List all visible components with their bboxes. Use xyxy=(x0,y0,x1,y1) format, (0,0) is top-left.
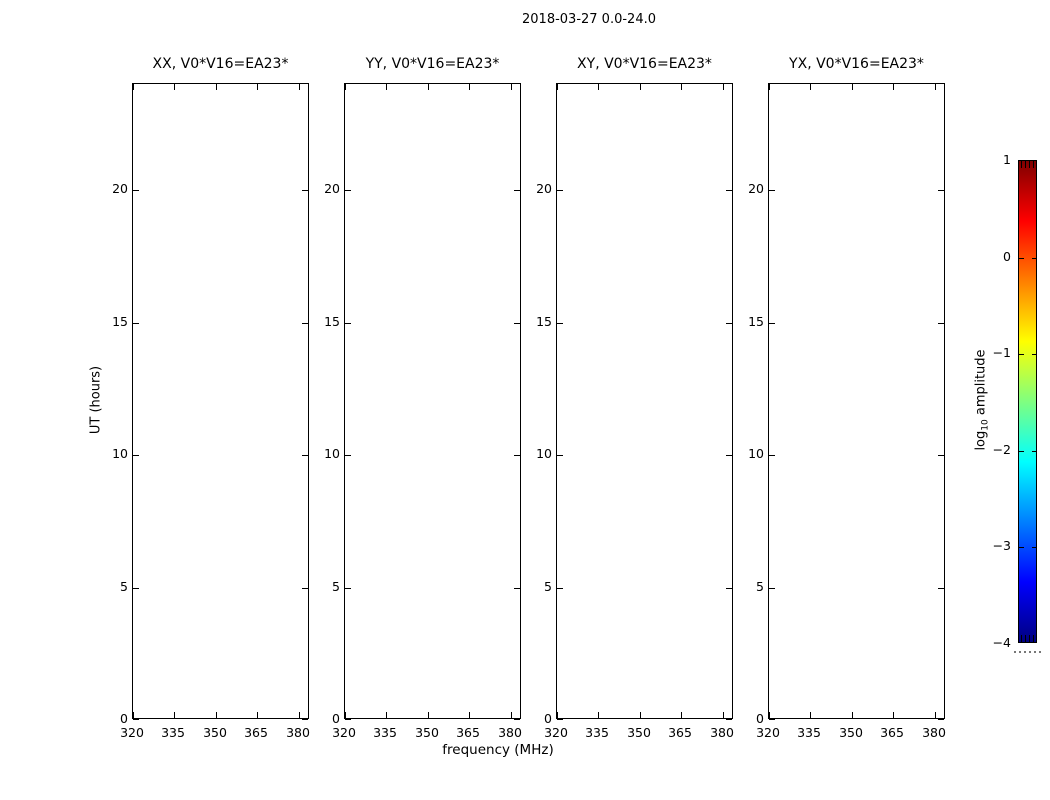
y-tick-label: 20 xyxy=(748,181,764,196)
colorbar-tick-mark xyxy=(1032,354,1036,355)
x-tick-mark xyxy=(935,84,936,90)
colorbar-tick-mark xyxy=(1032,547,1036,548)
y-tick-mark xyxy=(133,190,139,191)
x-tick-label: 320 xyxy=(332,725,356,740)
y-tick-mark xyxy=(938,455,944,456)
y-tick-label: 15 xyxy=(536,314,552,329)
x-tick-mark xyxy=(386,712,387,718)
subplot-xy xyxy=(536,0,734,800)
colorbar-minor-dots xyxy=(1014,651,1042,653)
y-tick-label: 10 xyxy=(536,446,552,461)
x-tick-label: 365 xyxy=(880,725,904,740)
x-tick-mark xyxy=(174,84,175,90)
y-tick-mark xyxy=(938,588,944,589)
x-tick-mark xyxy=(557,712,558,718)
x-tick-mark xyxy=(257,84,258,90)
x-tick-label: 320 xyxy=(120,725,144,740)
y-tick-mark xyxy=(769,588,775,589)
colorbar-label xyxy=(974,349,991,450)
x-tick-label: 365 xyxy=(244,725,268,740)
y-tick-mark xyxy=(345,190,351,191)
y-tick-label: 0 xyxy=(544,711,552,726)
x-tick-mark xyxy=(640,84,641,90)
x-tick-mark xyxy=(769,712,770,718)
axes-box xyxy=(344,83,521,719)
x-axis-label: frequency (MHz) xyxy=(442,742,554,758)
colorbar-tick-mark xyxy=(1019,547,1024,548)
x-tick-label: 335 xyxy=(797,725,821,740)
y-tick-mark xyxy=(769,190,775,191)
y-tick-mark xyxy=(769,455,775,456)
y-tick-label: 5 xyxy=(332,579,340,594)
x-tick-label: 350 xyxy=(203,725,227,740)
x-tick-mark xyxy=(257,712,258,718)
colorbar-tick-label: 1 xyxy=(1003,152,1011,167)
x-tick-mark xyxy=(935,712,936,718)
x-tick-mark xyxy=(681,712,682,718)
colorbar-tick-label: −3 xyxy=(992,538,1011,553)
subplot-yx xyxy=(748,0,946,800)
y-tick-label: 20 xyxy=(112,181,128,196)
y-tick-mark xyxy=(557,719,563,720)
x-tick-mark xyxy=(386,84,387,90)
axes-box xyxy=(132,83,309,719)
x-tick-label: 365 xyxy=(668,725,692,740)
x-tick-mark xyxy=(893,712,894,718)
y-tick-label: 20 xyxy=(536,181,552,196)
x-tick-label: 335 xyxy=(585,725,609,740)
x-tick-mark xyxy=(557,84,558,90)
y-tick-mark xyxy=(769,719,775,720)
y-tick-mark xyxy=(938,719,944,720)
colorbar-label-subscript: 10 xyxy=(980,419,991,431)
x-tick-mark xyxy=(299,84,300,90)
axes-box xyxy=(768,83,945,719)
subplot-title: YX, V0*V16=EA23* xyxy=(789,56,924,72)
x-tick-mark xyxy=(216,84,217,90)
y-tick-label: 5 xyxy=(120,579,128,594)
colorbar-tick-mark xyxy=(1032,451,1036,452)
y-tick-mark xyxy=(133,588,139,589)
x-tick-mark xyxy=(852,84,853,90)
x-tick-mark xyxy=(640,712,641,718)
x-tick-label: 380 xyxy=(498,725,522,740)
x-tick-mark xyxy=(174,712,175,718)
x-tick-label: 320 xyxy=(544,725,568,740)
x-tick-mark xyxy=(133,84,134,90)
y-tick-label: 10 xyxy=(112,446,128,461)
y-tick-mark xyxy=(345,588,351,589)
x-tick-label: 380 xyxy=(710,725,734,740)
colorbar-bottom-ticks xyxy=(1021,635,1034,642)
x-tick-label: 365 xyxy=(456,725,480,740)
subplot-title: YY, V0*V16=EA23* xyxy=(365,56,500,72)
y-tick-mark xyxy=(769,323,775,324)
colorbar-tick-label: −1 xyxy=(992,345,1011,360)
subplot-title: XX, V0*V16=EA23* xyxy=(152,56,289,72)
colorbar-tick-mark xyxy=(1019,258,1024,259)
colorbar-tick-mark xyxy=(1032,258,1036,259)
y-tick-label: 5 xyxy=(544,579,552,594)
x-tick-mark xyxy=(216,712,217,718)
colorbar-tick-label: 0 xyxy=(1003,249,1011,264)
x-tick-mark xyxy=(133,712,134,718)
x-tick-mark xyxy=(299,712,300,718)
y-tick-mark xyxy=(133,323,139,324)
x-tick-label: 350 xyxy=(839,725,863,740)
axes-box xyxy=(556,83,733,719)
y-tick-mark xyxy=(557,323,563,324)
x-tick-mark xyxy=(345,712,346,718)
y-tick-mark xyxy=(557,588,563,589)
x-tick-label: 335 xyxy=(161,725,185,740)
y-tick-mark xyxy=(938,323,944,324)
y-tick-label: 15 xyxy=(324,314,340,329)
colorbar-label-suffix: amplitude xyxy=(973,349,989,420)
x-tick-mark xyxy=(345,84,346,90)
figure-title: 2018-03-27 0.0-24.0 xyxy=(522,12,656,27)
y-tick-label: 0 xyxy=(120,711,128,726)
x-tick-mark xyxy=(681,84,682,90)
y-tick-mark xyxy=(557,190,563,191)
x-tick-mark xyxy=(893,84,894,90)
y-tick-mark xyxy=(133,719,139,720)
x-tick-label: 320 xyxy=(756,725,780,740)
colorbar-label-prefix: log xyxy=(973,430,989,451)
x-tick-mark xyxy=(511,84,512,90)
subplot-title: XY, V0*V16=EA23* xyxy=(577,56,712,72)
y-tick-mark xyxy=(345,455,351,456)
x-tick-mark xyxy=(810,84,811,90)
x-tick-mark xyxy=(511,712,512,718)
y-tick-label: 10 xyxy=(748,446,764,461)
y-tick-mark xyxy=(938,190,944,191)
x-tick-label: 380 xyxy=(922,725,946,740)
colorbar-tick-mark xyxy=(1019,354,1024,355)
y-axis-label: UT (hours) xyxy=(88,365,104,435)
x-tick-mark xyxy=(428,84,429,90)
y-tick-label: 0 xyxy=(756,711,764,726)
x-tick-mark xyxy=(428,712,429,718)
colorbar-tick-label: −2 xyxy=(992,442,1011,457)
x-tick-mark xyxy=(469,84,470,90)
x-tick-mark xyxy=(769,84,770,90)
y-tick-mark xyxy=(345,323,351,324)
y-tick-mark xyxy=(133,455,139,456)
x-tick-mark xyxy=(598,712,599,718)
colorbar-tick-label: −4 xyxy=(992,635,1011,650)
y-tick-mark xyxy=(345,719,351,720)
x-tick-mark xyxy=(723,712,724,718)
x-tick-label: 350 xyxy=(415,725,439,740)
x-tick-label: 335 xyxy=(373,725,397,740)
colorbar-tick-mark xyxy=(1019,451,1024,452)
x-tick-label: 350 xyxy=(627,725,651,740)
y-tick-label: 15 xyxy=(112,314,128,329)
y-tick-label: 0 xyxy=(332,711,340,726)
x-tick-mark xyxy=(852,712,853,718)
colorbar-top-ticks xyxy=(1021,161,1034,168)
subplot-yy xyxy=(324,0,522,800)
y-tick-label: 20 xyxy=(324,181,340,196)
x-tick-mark xyxy=(469,712,470,718)
colorbar xyxy=(1018,160,1037,643)
y-tick-label: 10 xyxy=(324,446,340,461)
y-tick-mark xyxy=(557,455,563,456)
x-tick-mark xyxy=(810,712,811,718)
x-tick-mark xyxy=(723,84,724,90)
x-tick-label: 380 xyxy=(286,725,310,740)
y-tick-label: 15 xyxy=(748,314,764,329)
x-tick-mark xyxy=(598,84,599,90)
subplot-xx xyxy=(112,0,310,800)
y-tick-label: 5 xyxy=(756,579,764,594)
